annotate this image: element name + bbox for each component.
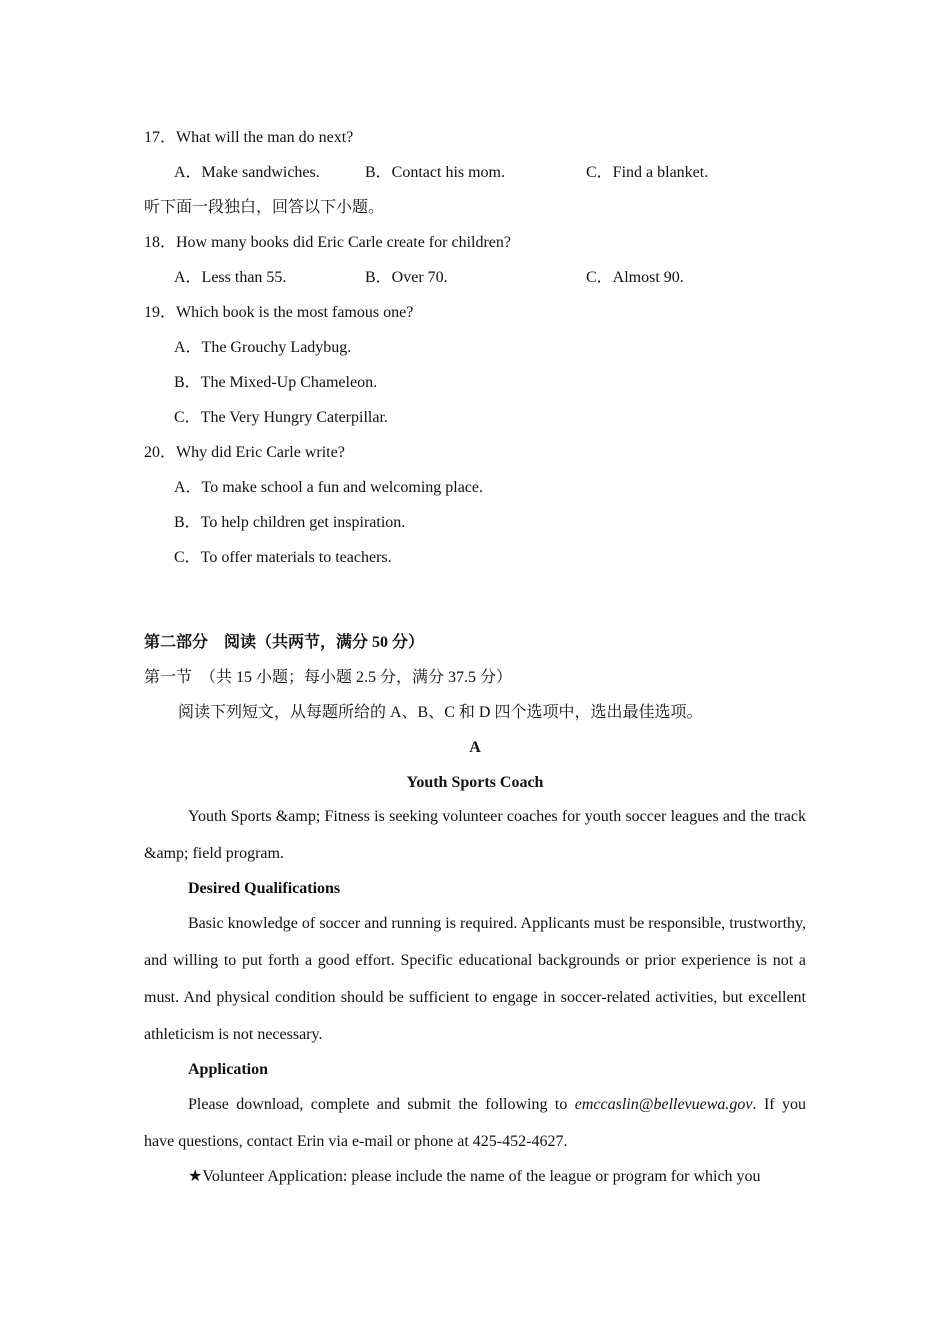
passage-paragraph-3 (144, 1086, 806, 1160)
q20-option-a: A．To make school a fun and welcoming place. (174, 479, 484, 496)
question-18-stem: 18．How many books did Eric Carle create for children? (144, 234, 511, 251)
passage-paragraph-2: Basic knowledge of soccer and running is required. Applicants must be responsible, trustworthy, and willing to put forth a good effort. Specific educational backgrounds or prior experience is not a must. And physical condition should be sufficient to engage in soccer-related activities, but excellent athleticism is not necessary. (144, 915, 806, 1043)
paragraph-4-text: Volunteer Application: please include the name of the league or program for which you (202, 1168, 761, 1185)
question-20-stem: 20．Why did Eric Carle write? (144, 444, 345, 461)
paragraph-3-text-start: Please download, complete and submit the following to (188, 1096, 575, 1113)
q18-option-a: A．Less than 55. (174, 269, 287, 286)
q17-option-c: C．Find a blanket. (586, 164, 709, 181)
question-17-stem: 17．What will the man do next? (144, 129, 354, 146)
q17-option-b: B．Contact his mom. (365, 164, 506, 181)
q20-option-c: C．To offer materials to teachers. (174, 549, 392, 566)
passage-title: Youth Sports Coach (406, 774, 544, 791)
reading-instructions: 阅读下列短文，从每题所给的 A、B、C 和 D 四个选项中，选出最佳选项。 (178, 704, 703, 721)
passage-paragraph-4 (144, 1158, 806, 1195)
q19-option-b: B．The Mixed-Up Chameleon. (174, 374, 378, 391)
q17-option-a: A．Make sandwiches. (174, 164, 320, 181)
question-19-stem: 19．Which book is the most famous one? (144, 304, 414, 321)
monologue-intro: 听下面一段独白，回答以下小题。 (144, 199, 385, 216)
passage-letter: A (469, 739, 481, 756)
paragraph-3-text-end: . If you have questions, contact Erin via e-mail or phone at 425-452-4627. (144, 1096, 807, 1150)
star-bullet-icon: ★ (188, 1168, 203, 1185)
q19-option-c: C．The Very Hungry Caterpillar. (174, 409, 388, 426)
q19-option-a: A．The Grouchy Ladybug. (174, 339, 352, 356)
q20-option-b: B．To help children get inspiration. (174, 514, 406, 531)
q18-option-b: B．Over 70. (365, 269, 448, 286)
q18-option-c: C．Almost 90. (586, 269, 684, 286)
reading-part-title: 第二部分 阅读（共两节，满分 50 分） (144, 634, 425, 651)
reading-section-title: 第一节 （共 15 小题；每小题 2.5 分，满分 37.5 分） (144, 669, 513, 686)
contact-email: emccaslin@bellevuewa.gov (574, 1096, 753, 1113)
heading-application: Application (188, 1061, 269, 1078)
heading-desired-qualifications: Desired Qualifications (188, 880, 341, 897)
passage-paragraph-1: Youth Sports &amp; Fitness is seeking volunteer coaches for youth soccer leagues and the track &amp; field program. (144, 808, 806, 862)
